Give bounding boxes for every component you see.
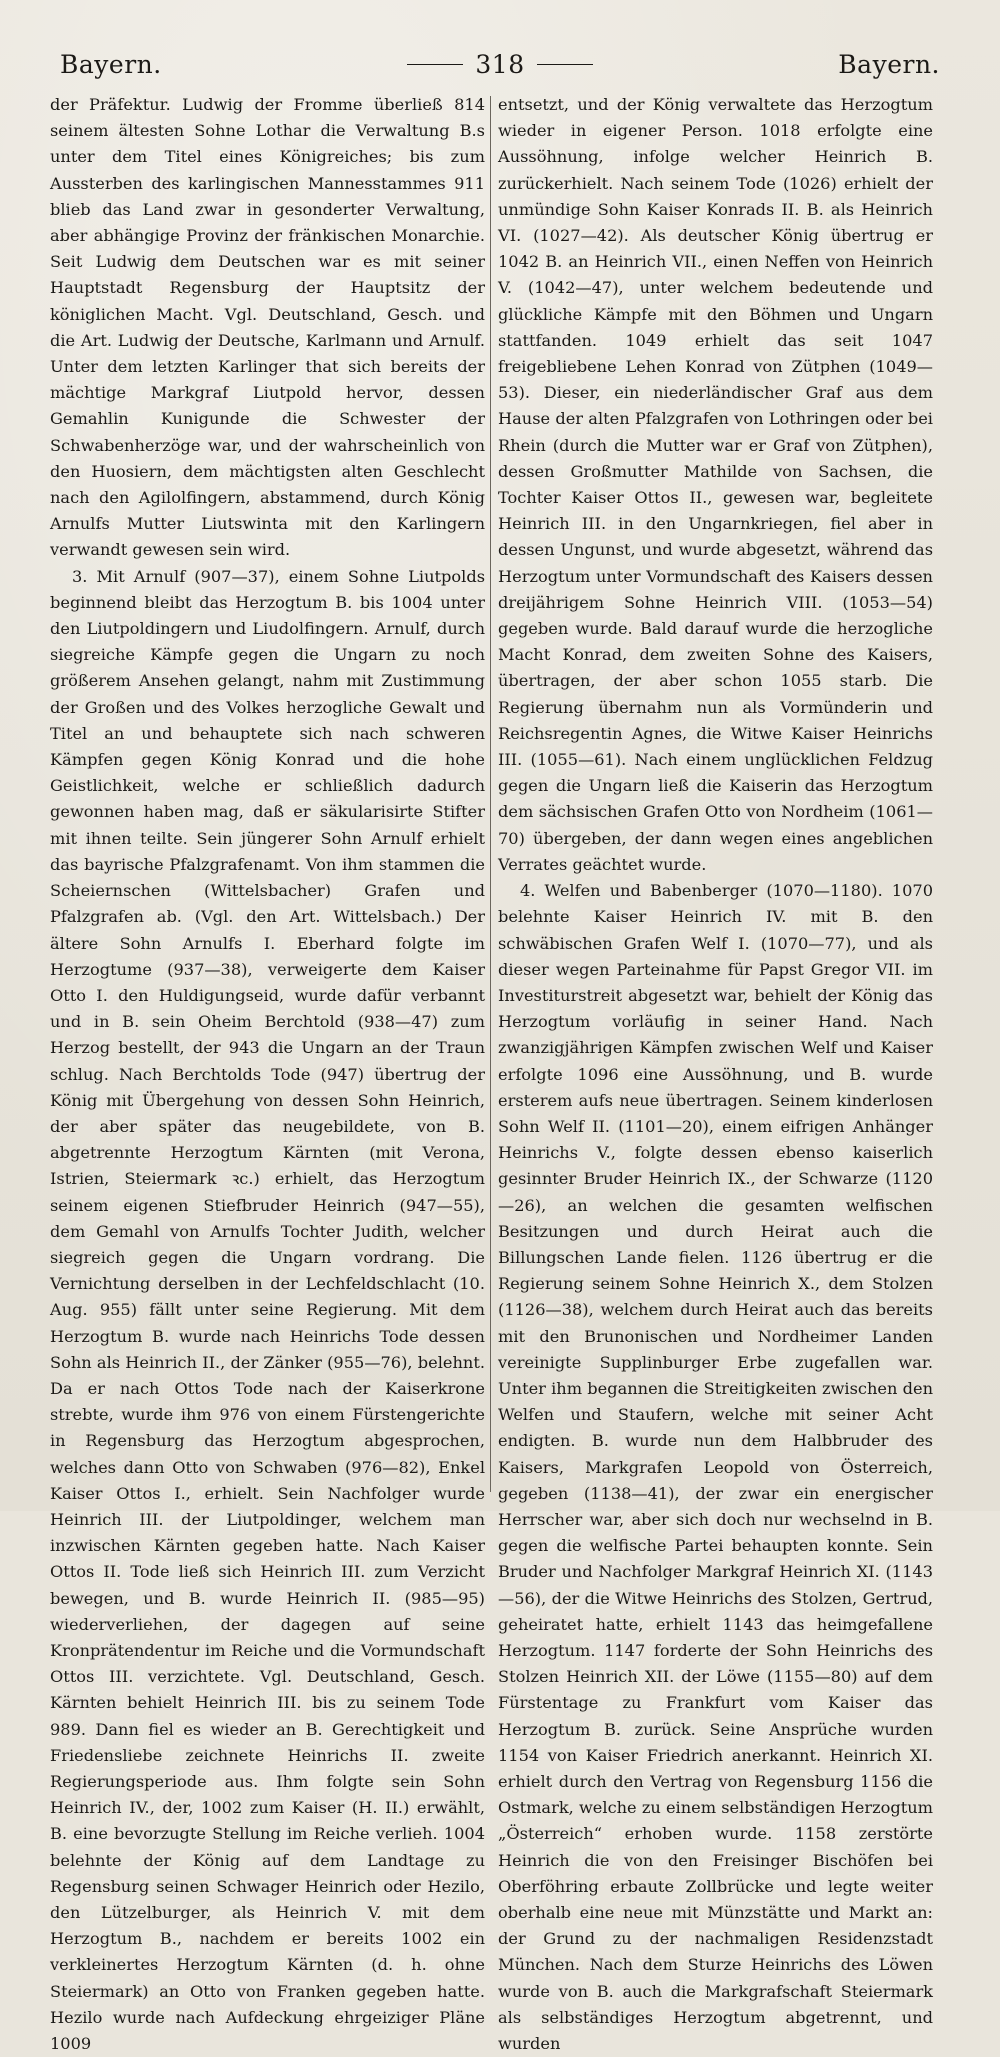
right-paragraph-1: entsetzt, und der König verwaltete das Herzogtum wieder in eigener Person. 1018 erfolgte eine Aussöhnung, infolge welcher Heinrich B. zurückerhielt. Nach seinem Tode (1026) erhielt der unmündige Sohn Kaiser Konrads II. B. als Heinrich VI. (1027—42). Als deutscher König übertrug er 1042 B. an Heinrich VII., einen Neffen von Heinrich V. (1042—47), unter welchem bedeutende und glückliche Kämpfe mit den Böhmen und Ungarn stattfanden. 1049 erhielt das seit 1047 freigebliebene Lehen Konrad von Zütphen (1049—53). Dieser, ein niederländischer Graf aus dem Hause der alten Pfalzgrafen von Lothringen oder bei Rhein (durch die Mutter war er Graf von Zütphen), dessen Großmutter Mathilde von Sachsen, die Tochter Kaiser Ottos II., gewesen war, begleitete Heinrich III. in den Ungarnkriegen, fiel aber in dessen Ungunst, und wurde abgesetzt, während das Herzogtum unter Vormundschaft des Kaisers dessen dreijährigem Sohne Heinrich VIII. (1053—54) gegeben wurde. Bald darauf wurde die herzogliche Macht Konrad, dem zweiten Sohne des Kaisers, übertragen, der aber schon 1055 starb. Die Regierung übernahm nun als Vormünderin und Reichsregentin Agnes, die Witwe Kaiser Heinrichs III. (1055—61). Nach einem unglücklichen Feldzug gegen die Ungarn ließ die Kaiserin das Herzogtum dem sächsischen Grafen Otto von Nordheim (1061—70) übergeben, der dann wegen eines angeblichen Verrates geächtet wurde. <box>498 95 933 874</box>
right-paragraph-2: 4. Welfen und Babenberger (1070—1180). 1070 belehnte Kaiser Heinrich IV. mit B. den schwäbischen Grafen Welf I. (1070—77), und als dieser wegen Parteinahme für Papst Gregor VII. im Investiturstreit abgesetzt war, behielt der König das Herzogtum vorläufig in seiner Hand. Nach zwanzigjährigen Kämpfen zwischen Welf und Kaiser erfolgte 1096 eine Aussöhnung, und B. wurde ersterem aufs neue übertragen. Seinem kinderlosen Sohn Welf II. (1101—20), einem eifrigen Anhänger Heinrichs V., folgte dessen ebenso kaiserlich gesinnter Bruder Heinrich IX., der Schwarze (1120—26), an welchen die gesamten welfischen Besitzungen und durch Heirat auch die Billungschen Lande fielen. 1126 übertrug er die Regierung seinem Sohne Heinrich X., dem Stolzen (1126—38), welchem durch Heirat auch das bereits mit den Brunonischen und Nordheimer Landen vereinigte Supplinburger Erbe zugefallen war. Unter ihm begannen die Streitigkeiten zwischen den Welfen und Staufern, welche mit seiner Acht endigten. B. wurde nun dem Halbbruder des Kaisers, Markgrafen Leopold von Österreich, gegeben (1138—41), der zwar ein energischer Herrscher war, aber sich doch nur wechselnd in B. gegen die welfische Partei behaupten konnte. Sein Bruder und Nachfolger Markgraf Heinrich XI. (1143—56), der die Witwe Heinrichs des Stolzen, Gertrud, geheiratet hatte, erhielt 1143 das heimgefallene Herzogtum. 1147 forderte der Sohn Heinrichs des Stolzen Heinrich XII. der Löwe (1155—80) auf dem Fürstentage zu Frankfurt vom Kaiser das Herzogtum B. zurück. Seine Ansprüche wurden 1154 von Kaiser Friedrich anerkannt. Heinrich XI. erhielt durch den Vertrag von Regensburg 1156 die Ostmark, welche zu einem selbständigen Herzogtum „Österreich“ erhoben wurde. 1158 zerstörte Heinrich die von den Freisinger Bischöfen bei Oberföhring erbaute Zollbrücke und legte weiter oberhalb eine neue mit Münzstätte und Markt an: der Grund zu der nachmaligen Residenzstadt München. Nach dem Sturze Heinrichs des Löwen wurde von B. auch die Markgrafschaft Steiermark als selbständiges Herzogtum abgetrennt, und wurden <box>498 881 933 2054</box>
header-center <box>407 50 592 79</box>
left-paragraph-2: 3. Mit Arnulf (907—37), einem Sohne Liutpolds beginnend bleibt das Herzogtum B. bis 1004 unter den Liutpoldingern und Liudolfingern. Arnulf, durch siegreiche Kämpfe gegen die Ungarn zu noch größerem Ansehen gelangt, nahm mit Zustimmung der Großen und des Volkes herzogliche Gewalt und Titel an und behauptete sich nach schweren Kämpfen gegen König Konrad und die hohe Geistlichkeit, welche er schließlich dadurch gewonnen haben mag, daß er säkularisirte Stifter mit ihnen teilte. Sein jüngerer Sohn Arnulf erhielt das bayrische Pfalzgrafenamt. Von ihm stammen die Scheiernschen (Wittelsbacher) Grafen und Pfalzgrafen ab. (Vgl. den Art. Wittelsbach.) Der ältere Sohn Arnulfs I. Eberhard folgte im Herzogtume (937—38), verweigerte dem Kaiser Otto I. den Huldigungseid, wurde dafür verbannt und in B. sein Oheim Berchtold (938—47) zum Herzog bestellt, der 943 die Ungarn an der Traun schlug. Nach Berchtolds Tode (947) übertrug der König mit Übergehung von dessen Sohn Heinrich, der aber später das neugebildete, von B. abgetrennte Herzogtum Kärnten (mit Verona, Istrien, Steiermark ꝛc.) erhielt, das Herzogtum seinem eigenen Stiefbruder Heinrich (947—55), dem Gemahl von Arnulfs Tochter Judith, welcher siegreich gegen die Ungarn vordrang. Die Vernichtung derselben in der Lechfeldschlacht (10. Aug. 955) fällt unter seine Regierung. Mit dem Herzogtum B. wurde nach Heinrichs Tode dessen Sohn als Heinrich II., der Zänker (955—76), belehnt. Da er nach Ottos Tode nach der Kaiserkrone strebte, wurde ihm 976 von einem Fürstengerichte in Regensburg das Herzogtum abgesprochen, welches dann Otto von Schwaben (976—82), Enkel Kaiser Ottos I., erhielt. Sein Nachfolger wurde Heinrich III. der Liutpoldinger, welchem man inzwischen Kärnten gegeben hatte. Nach Kaiser Ottos II. Tode ließ sich Heinrich III. zum Verzicht bewegen, und B. wurde Heinrich II. (985—95) wiederverliehen, der dagegen auf seine Kronprätendentur im Reiche und die Vormundschaft Ottos III. verzichtete. Vgl. Deutschland, Gesch. Kärnten behielt Heinrich III. bis zu seinem Tode 989. Dann fiel es wieder an B. Gerechtigkeit und Friedensliebe zeichnete Heinrichs II. zweite Regierungsperiode aus. Ihm folgte sein Sohn Heinrich IV., der, 1002 zum Kaiser (H. II.) erwählt, B. eine bevorzugte Stellung im Reiche verlieh. 1004 belehnte der König auf dem Landtage zu Regensburg seinen Schwager Heinrich oder Hezilo, den Lützelburger, als Heinrich V. mit dem Herzogtum B., nachdem er bereits 1002 ein verkleinertes Herzogtum Kärnten (d. h. ohne Steiermark) an Otto von Franken gegeben hatte. Hezilo wurde nach Aufdeckung ehrgeiziger Pläne 1009 <box>50 566 485 2054</box>
header-right-title: Bayern. <box>838 49 940 79</box>
page-header <box>60 44 940 84</box>
left-paragraph-1: der Präfektur. Ludwig der Fromme überließ 814 seinem ältesten Sohne Lothar die Verwaltung B.s unter dem Titel eines Königreiches; bis zum Aussterben des karlingischen Mannesstammes 911 blieb das Land zwar in gesonderter Verwaltung, aber abhängige Provinz der fränkischen Monarchie. Seit Ludwig dem Deutschen war es mit seiner Hauptstadt Regensburg der Hauptsitz der königlichen Macht. Vgl. Deutschland, Gesch. und die Art. Ludwig der Deutsche, Karlmann und Arnulf. Unter dem letzten Karlinger that sich bereits der mächtige Markgraf Liutpold hervor, dessen Gemahlin Kunigunde die Schwester der Schwabenherzöge war, und der wahrscheinlich von den Huosiern, dem mächtigsten alten Geschlecht nach den Agilolfingern, abstammend, durch König Arnulfs Mutter Liutswinta mit den Karlingern verwandt gewesen sein wird. <box>50 95 485 560</box>
header-dash-right <box>537 64 593 65</box>
right-column <box>498 92 933 2054</box>
column-divider <box>490 96 491 1492</box>
header-left-title: Bayern. <box>60 49 162 79</box>
header-dash-left <box>407 64 463 65</box>
page-number: 318 <box>475 49 525 79</box>
left-column <box>50 92 485 2054</box>
